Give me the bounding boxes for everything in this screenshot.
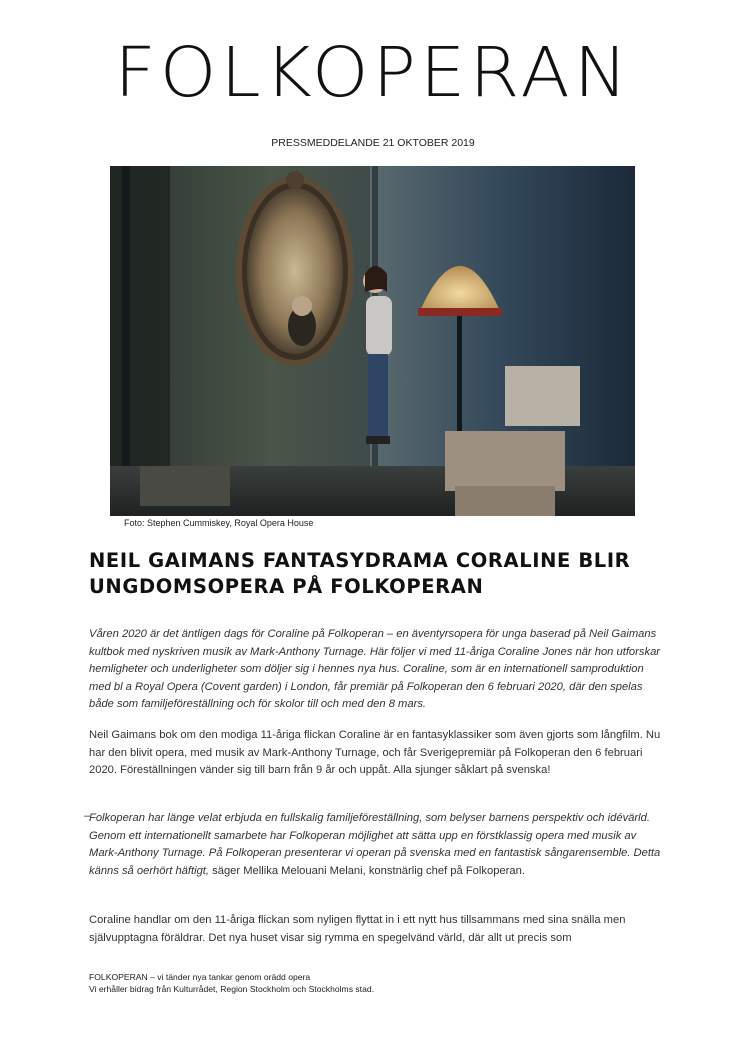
folkoperan-logo: FOLKOPERAN bbox=[114, 32, 632, 112]
body-paragraph: Neil Gaimans bok om den modiga 11-åriga flickan Coraline är en fantasyklassiker som även gjorts som långfilm. Nu har den blivit opera, med musik av Mark-Anthony Turnage, och får Sverigepremiär på Folkoperan den 6 februari 2020. Föreställningen vänder sig till barn från 9 år och uppåt. Alla sjunger såklart på svenska! bbox=[89, 729, 661, 776]
body-paragraph: Coraline handlar om den 11-åriga flickan som nyligen flyttat in i ett nytt hus tillsammans med sina snälla men självupptagna föräldrar. Det nya huset visar sig rymma en spegelvänd värld, där allt ut precis som bbox=[89, 914, 626, 944]
intro-paragraph: Våren 2020 är det äntligen dags för Coraline på Folkoperan – en äventyrsopera för unga baserad på Neil Gaimans kultbok med nyskriven musik av Mark-Anthony Turnage. Här följer vi med 11-åriga Coraline Jones när hon utforskar hemligheter och underligheter som döljer sig i hennes nya hus. Coraline, som är en internationell samproduktion med bl a Royal Opera (Covent garden) i London, får premiär på Folkoperan den 6 februari 2020, där den spelas både som familjeföreställning och för skolor till och med den 8 mars. bbox=[89, 628, 661, 710]
quote-attribution: säger Mellika Melouani Melani, konstnärlig chef på Folkoperan. bbox=[209, 864, 525, 877]
headline-line-1: NEIL GAIMANS FANTASYDRAMA CORALINE BLIR bbox=[89, 549, 631, 572]
footer-funding: Vi erhåller bidrag från Kulturrådet, Region Stockholm och Stockholms stad. bbox=[89, 984, 375, 994]
photo-caption: Foto: Stephen Cummiskey, Royal Opera House bbox=[124, 518, 314, 528]
quote-dash: – bbox=[84, 810, 91, 822]
footer bbox=[89, 971, 374, 995]
press-release-dateline: PRESSMEDDELANDE 21 OKTOBER 2019 bbox=[271, 137, 475, 149]
headline-line-2: UNGDOMSOPERA PÅ FOLKOPERAN bbox=[89, 575, 484, 598]
quote-text: Folkoperan har länge velat erbjuda en fullskalig familjeföreställning, som belyser barnens perspektiv och idévärld. Genom ett internationellt samarbete har Folkoperan möjlighet att sätta upp en förstklassig opera med musik av Mark-Anthony Turnage. På Folkoperan presenterar vi operan på svenska med en fantastisk sångarensemble. Detta känns så oerhört häftigt, bbox=[89, 812, 661, 877]
quote-paragraph bbox=[89, 810, 661, 880]
footer-tagline: FOLKOPERAN – vi tänder nya tankar genom orädd opera bbox=[89, 972, 311, 982]
headline bbox=[89, 548, 669, 600]
coraline-photo bbox=[110, 166, 635, 516]
